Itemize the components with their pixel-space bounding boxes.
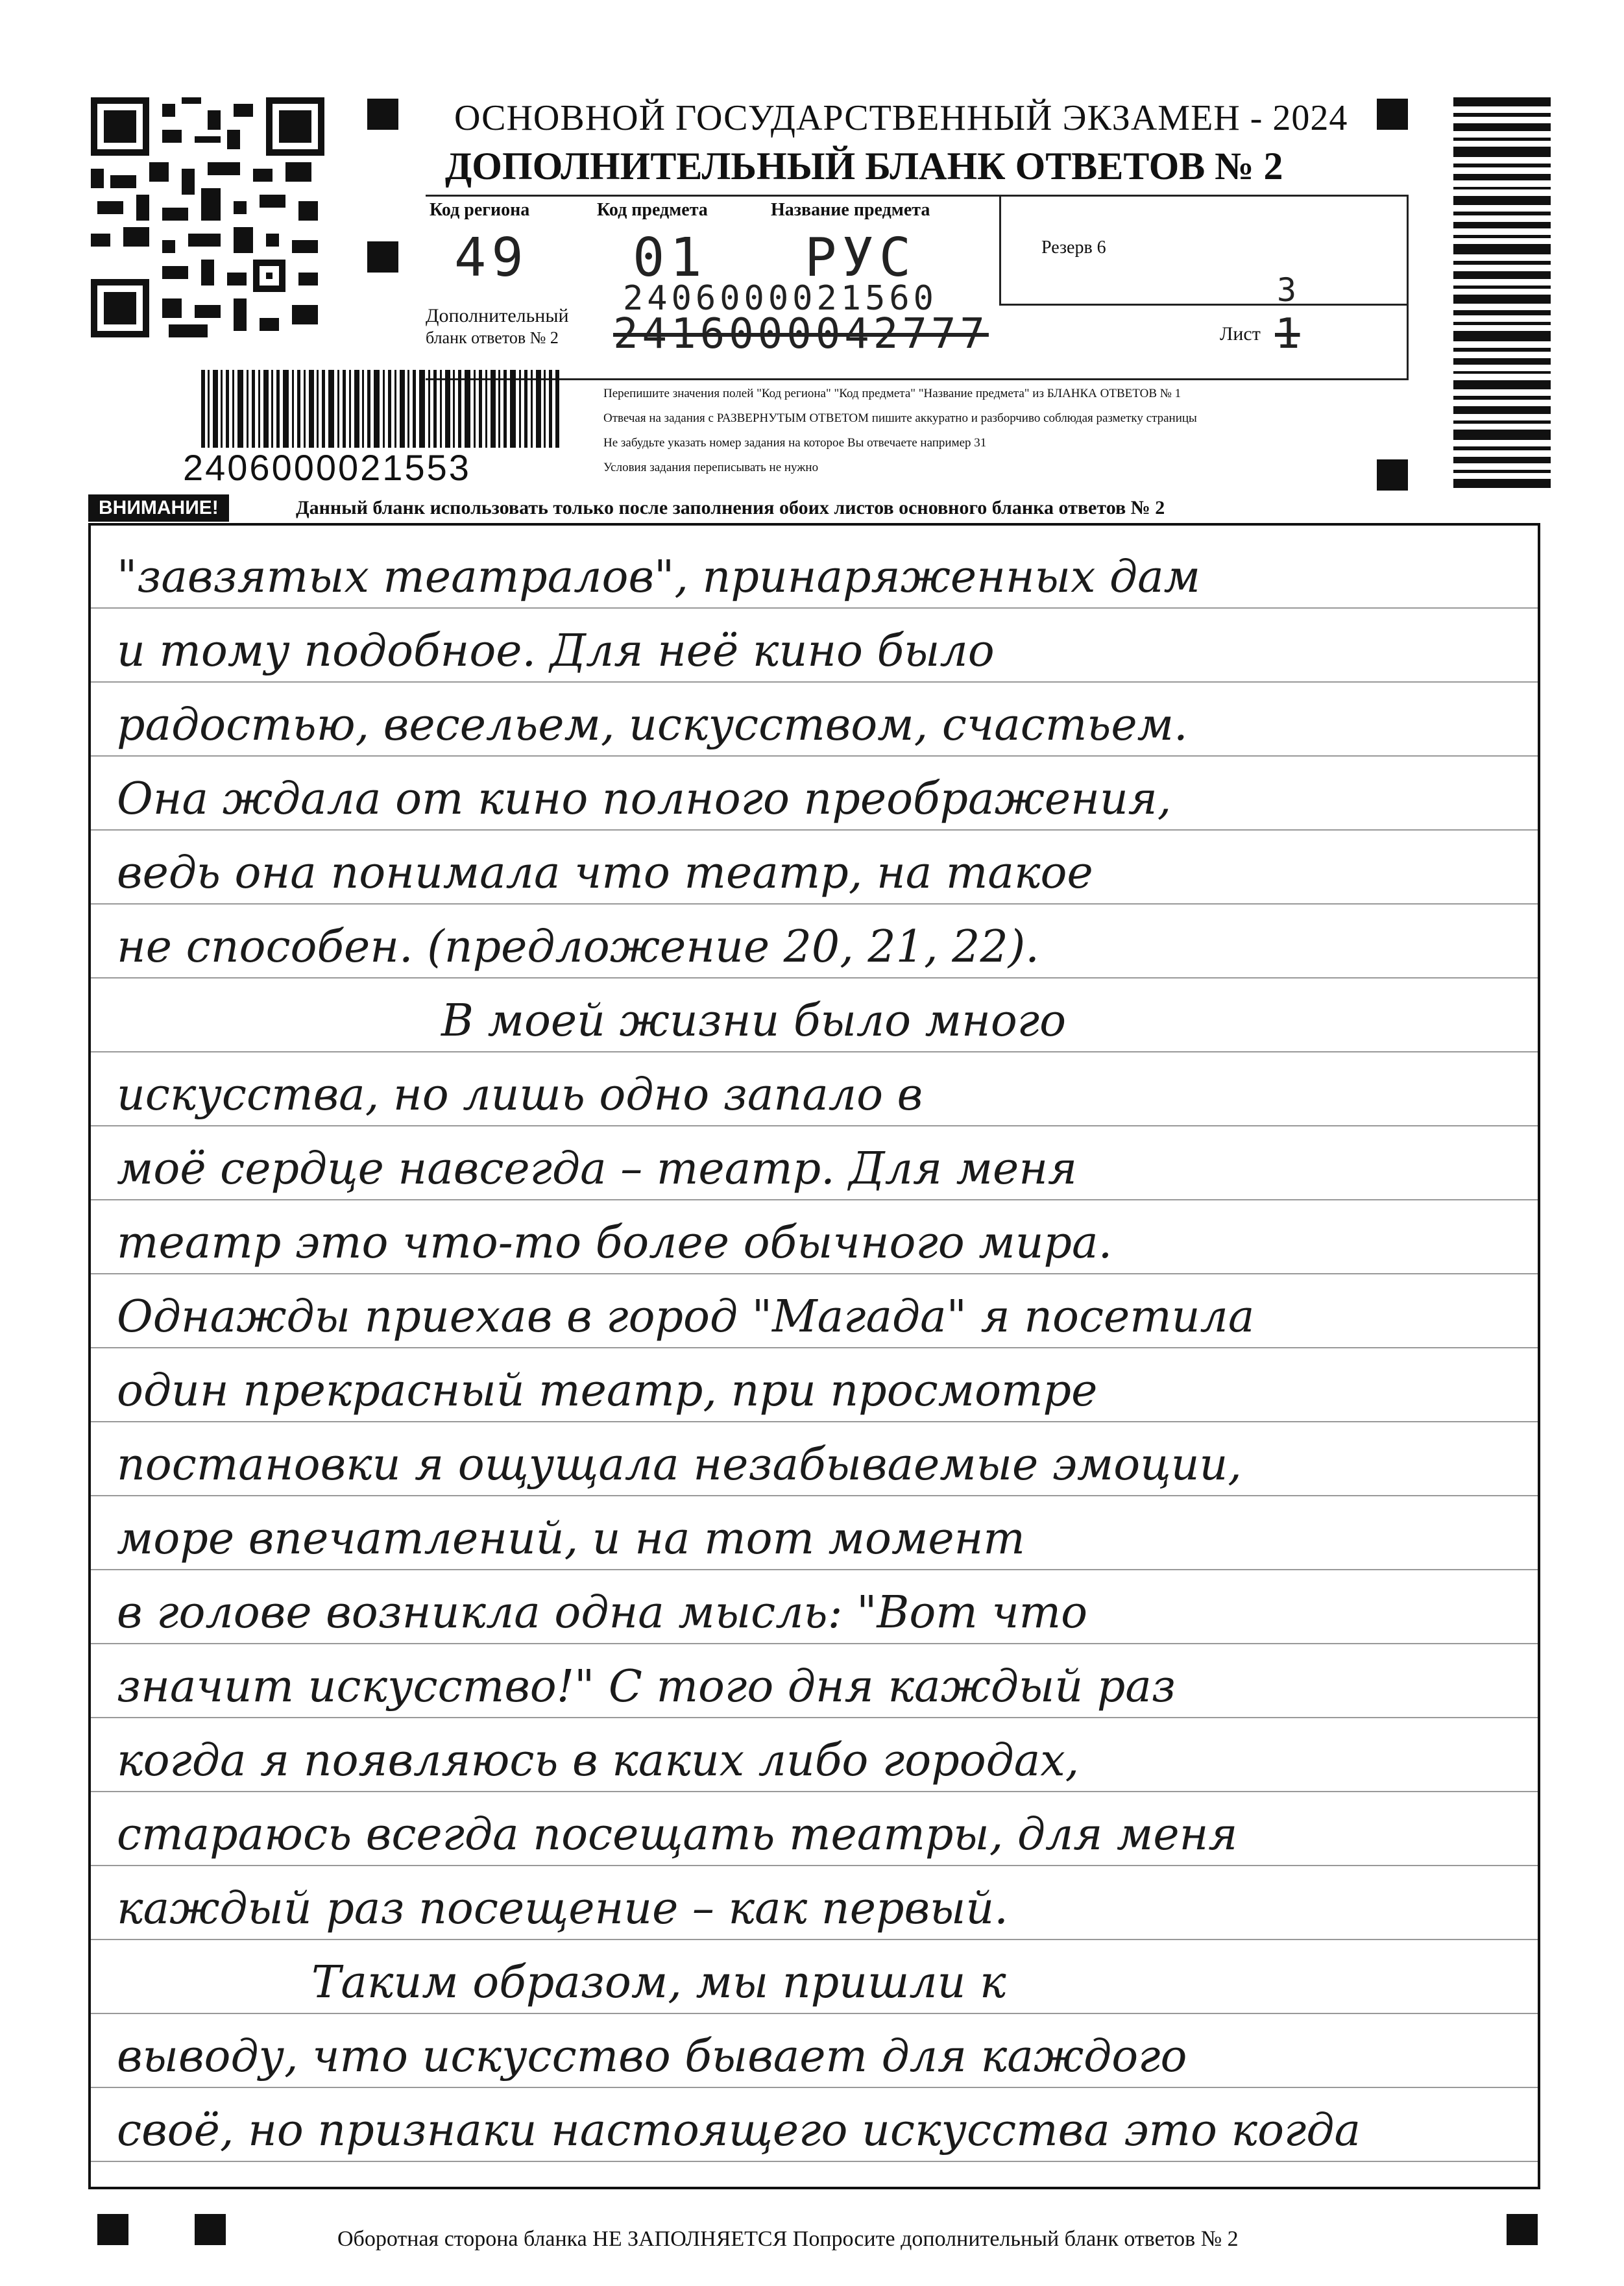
handwritten-line: искусства, но лишь одно запало в xyxy=(117,1069,923,1121)
ruled-line xyxy=(91,1569,1538,1570)
ruled-line xyxy=(91,1125,1538,1126)
ruled-line xyxy=(91,1717,1538,1718)
ruled-line xyxy=(91,1199,1538,1200)
instruction-line: Не забудьте указать номер задания на которое Вы отвечаете например 31 xyxy=(603,436,987,450)
subject-code-value: 01 xyxy=(633,227,707,289)
handwritten-line: постановки я ощущала незабываемые эмоции, xyxy=(117,1439,1242,1490)
form-barcode-icon xyxy=(201,370,564,448)
subject-code-label: Код предмета xyxy=(597,200,708,220)
ruled-line xyxy=(91,1273,1538,1274)
handwritten-line: В моей жизни было много xyxy=(441,995,1067,1047)
ruled-line xyxy=(91,903,1538,905)
header-divider xyxy=(999,195,1001,305)
corner-marker xyxy=(97,2214,128,2245)
handwritten-line: один прекрасный театр, при просмотре xyxy=(117,1365,1098,1417)
reserve-label: Резерв 6 xyxy=(1041,237,1106,258)
instruction-line: Отвечая на задания с РАЗВЕРНУТЫМ ОТВЕТОМ пишите аккуратно и разборчиво соблюдая разметку страницы xyxy=(603,411,1197,425)
ruled-line xyxy=(91,607,1538,609)
header-divider xyxy=(999,304,1407,306)
handwritten-line: "завзятых театралов", принаряженных дам xyxy=(117,552,1201,603)
instruction-line: Условия задания переписывать не нужно xyxy=(603,461,819,474)
ruled-line xyxy=(91,755,1538,757)
corner-marker xyxy=(1507,2214,1538,2245)
additional-form-new-number: 2406000021560 xyxy=(623,279,938,318)
handwritten-line: в голове возникла одна мысль: "Вот что xyxy=(117,1587,1088,1638)
exam-title: ОСНОВНОЙ ГОСУДАРСТВЕННЫЙ ЭКЗАМЕН - 2024 xyxy=(454,98,1348,138)
ruled-line xyxy=(91,2013,1538,2014)
side-barcode-icon xyxy=(1453,97,1551,493)
form-title: ДОПОЛНИТЕЛЬНЫЙ БЛАНК ОТВЕТОВ № 2 xyxy=(445,145,1283,188)
instructions xyxy=(603,382,1197,480)
additional-form-label-line2: бланк ответов № 2 xyxy=(426,328,559,347)
handwritten-line: когда я появляюсь в каких либо городах, xyxy=(117,1735,1080,1786)
handwritten-line: море впечатлений, и на тот момент xyxy=(117,1513,1025,1564)
ruled-line xyxy=(91,977,1538,979)
handwritten-line: каждый раз посещение – как первый. xyxy=(117,1883,1008,1934)
handwritten-line: театр это что-то более обычного мира. xyxy=(117,1217,1113,1269)
sheet-number-new: 3 xyxy=(1277,271,1297,309)
ruled-line xyxy=(91,1495,1538,1496)
ruled-line xyxy=(91,2087,1538,2088)
sheet-label: Лист xyxy=(1220,323,1261,345)
ruled-line xyxy=(91,829,1538,831)
additional-form-label xyxy=(426,305,569,349)
ruled-line xyxy=(91,681,1538,683)
ruled-line xyxy=(91,1051,1538,1052)
handwritten-line: Однажды приехав в город "Магада" я посетила xyxy=(117,1291,1255,1343)
ruled-line xyxy=(91,2161,1538,2162)
barcode-number: 2406000021553 xyxy=(183,447,471,488)
ruled-line xyxy=(91,1791,1538,1792)
ruled-line xyxy=(91,1347,1538,1348)
region-code-label: Код региона xyxy=(430,200,530,220)
additional-form-crossed-number: 2416000042777 xyxy=(613,310,989,358)
instruction-line: Перепишите значения полей "Код региона" "Код предмета" "Название предмета" из БЛАНКА ОТВЕТОВ № 1 xyxy=(603,387,1182,400)
handwritten-line: выводу, что искусство бывает для каждого xyxy=(117,2031,1187,2082)
handwritten-line: своё, но признаки настоящего искусства это когда xyxy=(117,2105,1361,2156)
corner-marker xyxy=(367,99,398,130)
ruled-line xyxy=(91,1939,1538,1940)
ruled-line xyxy=(91,1643,1538,1644)
answer-area xyxy=(88,523,1540,2189)
corner-marker xyxy=(1377,459,1408,491)
attention-badge: ВНИМАНИЕ! xyxy=(88,494,229,522)
subject-name-label: Название предмета xyxy=(771,200,930,220)
handwritten-line: не способен. (предложение 20, 21, 22). xyxy=(117,921,1039,973)
sheet-number-crossed: 1 xyxy=(1275,310,1300,358)
corner-marker xyxy=(367,241,398,273)
ruled-line xyxy=(91,1865,1538,1866)
handwritten-line: ведь она понимала что театр, на такое xyxy=(117,847,1093,899)
subject-name-value: РУС xyxy=(805,227,917,289)
footer-note: Оборотная сторона бланка НЕ ЗАПОЛНЯЕТСЯ Попросите дополнительный бланк ответов № 2 xyxy=(337,2227,1239,2251)
qr-code-icon xyxy=(91,97,324,337)
additional-form-label-line1: Дополнительный xyxy=(426,305,569,326)
handwritten-line: моё сердце навсегда – театр. Для меня xyxy=(117,1143,1078,1195)
handwritten-line: радостью, весельем, искусством, счастьем. xyxy=(117,699,1188,751)
corner-marker xyxy=(195,2214,226,2245)
attention-bar xyxy=(88,494,1386,522)
handwritten-line: стараюсь всегда посещать театры, для меня xyxy=(117,1809,1238,1860)
attention-text: Данный бланк использовать только после заполнения обоих листов основного бланка ответов № 2 xyxy=(296,497,1165,518)
handwritten-line: значит искусство!" С того дня каждый раз xyxy=(117,1661,1176,1712)
handwritten-line: Она ждала от кино полного преображения, xyxy=(117,773,1172,825)
handwritten-line: и тому подобное. Для неё кино было xyxy=(117,626,995,677)
ruled-line xyxy=(91,1421,1538,1422)
region-code-value: 49 xyxy=(454,227,529,289)
handwritten-line: Таким образом, мы пришли к xyxy=(311,1957,1006,2008)
corner-marker xyxy=(1377,99,1408,130)
